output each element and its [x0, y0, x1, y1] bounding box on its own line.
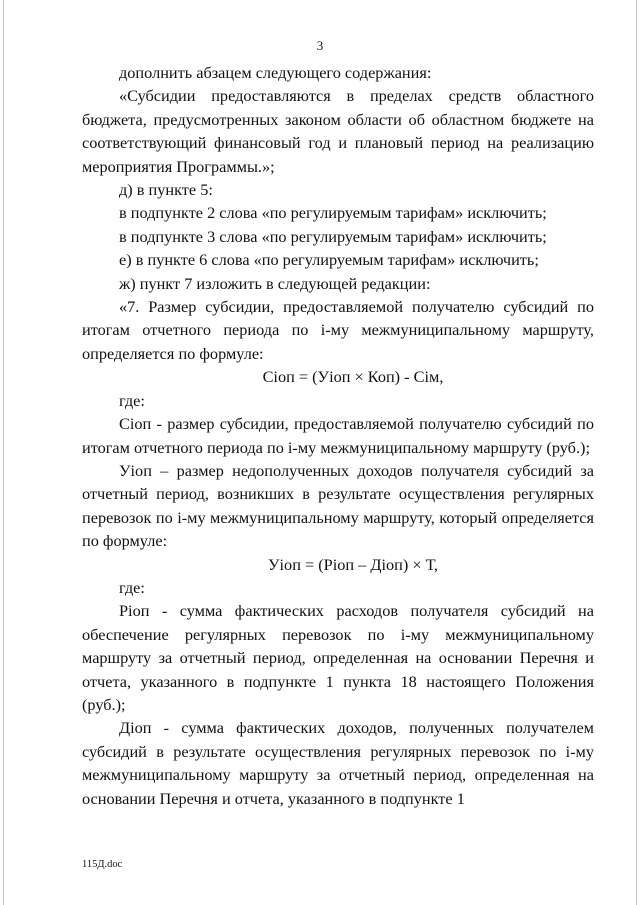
- definition-diop: Діоп - сумма фактических доходов, полученных получателем субсидий в результате осуществления регулярных перевозок по i-му межмуниципальному маршруту за отчетный период, определенная на основании Перечня и отчета, указанного в подпункте 1: [82, 718, 594, 808]
- paragraph-item-zh: ж) пункт 7 изложить в следующей редакции:: [119, 273, 431, 293]
- where-label-2: где:: [119, 577, 145, 597]
- formula-siop: Сіоп = (Уіоп × Коп) - Сім,: [262, 367, 444, 387]
- definition-riop: Ріоп - сумма фактических расходов получателя субсидий на обеспечение регулярных перевозок по i-му межмуниципальному маршруту за отчетный период, определенная на основании Перечня и отчета, указанного в подпункте 1 пункта 18 настоящего Положения (руб.);: [82, 601, 594, 714]
- paragraph-subitem-2: в подпункте 2 слова «по регулируемым тарифам» исключить;: [119, 203, 547, 223]
- paragraph-add-clause: дополнить абзацем следующего содержания:: [119, 63, 432, 82]
- file-name-footer: 115Д.doc: [82, 859, 123, 870]
- definition-siop: Сіоп - размер субсидии, предоставляемой получателю субсидий по итогам отчетного периода по i-му межмуниципальному маршруту (руб.);: [82, 414, 594, 457]
- scan-edge-left: [3, 0, 4, 905]
- paragraph-point-7: «7. Размер субсидии, предоставляемой получателю субсидий по итогам отчетного периода по i-му межмуниципальному маршруту, определяется по формуле:: [82, 297, 594, 363]
- paragraph-item-d: д) в пункте 5:: [119, 180, 213, 200]
- paragraph-subitem-3: в подпункте 3 слова «по регулируемым тарифам» исключить;: [119, 226, 547, 246]
- document-body: [82, 61, 594, 810]
- paragraph-item-e: е) в пункте 6 слова «по регулируемым тарифам» исключить;: [119, 250, 539, 270]
- definition-uiop: Уіоп – размер недополученных доходов получателя субсидий за отчетный период, возникших в результате осуществления регулярных перевозок по i-му межмуниципальному маршруту, который определяется по формуле:: [82, 460, 594, 551]
- paragraph-subsidy-limits: «Субсидии предоставляются в пределах средств областного бюджета, предусмотренных законом области об областном бюджете на соответствующий финансовый год и плановый период на реализацию мероприятия Программы.»;: [82, 86, 594, 176]
- page-number: 3: [316, 38, 324, 53]
- where-label-1: где:: [119, 390, 145, 410]
- scan-edge-right: [636, 0, 637, 905]
- formula-uiop: Уіоп = (Ріоп – Діоп) × Т,: [268, 554, 438, 574]
